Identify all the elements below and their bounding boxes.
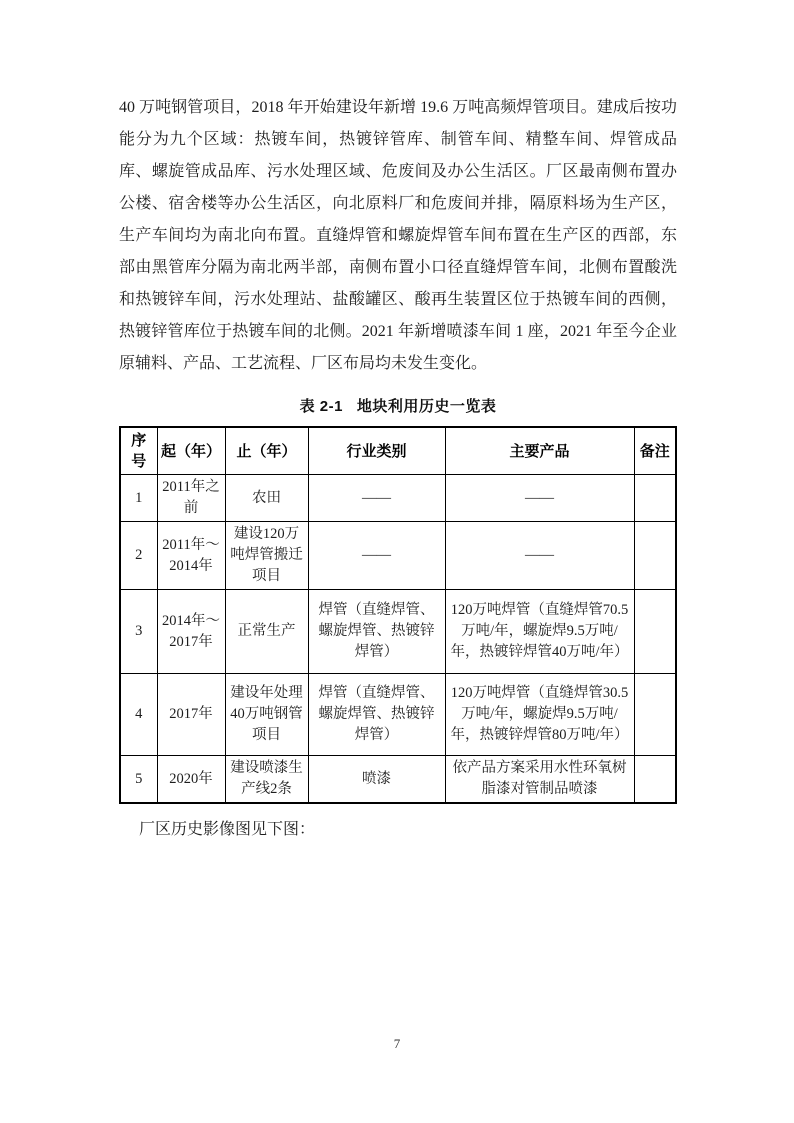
page-number: 7 <box>393 1036 401 1051</box>
table-cell: —— <box>308 475 445 522</box>
page-content <box>119 92 677 845</box>
table-cell: —— <box>308 522 445 590</box>
table-cell: 建设喷漆生产线2条 <box>225 756 308 804</box>
table-cell: 建设120万吨焊管搬迁项目 <box>225 522 308 590</box>
table-cell: 建设年处理40万吨钢管项目 <box>225 674 308 756</box>
table-cell <box>634 475 676 522</box>
table-caption-label: 表 2-1 <box>299 398 343 415</box>
table-caption-title: 地块利用历史一览表 <box>356 398 497 415</box>
table-cell <box>634 674 676 756</box>
land-use-history-table <box>119 426 677 804</box>
table-row <box>120 522 676 590</box>
table-caption <box>119 395 677 416</box>
table-cell: 焊管（直缝焊管、螺旋焊管、热镀锌焊管） <box>308 590 445 674</box>
table-header-cell: 主要产品 <box>445 427 634 475</box>
table-cell: 2 <box>120 522 157 590</box>
table-header-cell: 止（年） <box>225 427 308 475</box>
table-cell <box>634 756 676 804</box>
table-cell: 2020年 <box>157 756 225 804</box>
table-header-cell: 起（年） <box>157 427 225 475</box>
table-cell: 4 <box>120 674 157 756</box>
table-cell: 2011年之前 <box>157 475 225 522</box>
table-row <box>120 756 676 804</box>
table-header-cell: 行业类别 <box>308 427 445 475</box>
table-cell: —— <box>445 475 634 522</box>
table-cell: 120万吨焊管（直缝焊管70.5万吨/年，螺旋焊9.5万吨/年，热镀锌焊管40万吨/年） <box>445 590 634 674</box>
body-paragraph: 40 万吨钢管项目，2018 年开始建设年新增 19.6 万吨高频焊管项目。建成后按功能分为九个区域：热镀车间，热镀锌管库、制管车间、精整车间、焊管成品库、螺旋管成品库、污水处理区域、危废间及办公生活区。厂区最南侧布置办公楼、宿舍楼等办公生活区，向北原料厂和危废间并排，隔原料场为生产区，生产车间均为南北向布置。直缝焊管和螺旋焊管车间布置在生产区的西部，东部由黑管库分隔为南北两半部，南侧布置小口径直缝焊管车间，北侧布置酸洗和热镀锌车间，污水处理站、盐酸罐区、酸再生装置区位于热镀车间的西侧，热镀锌管库位于热镀车间的北侧。2021 年新增喷漆车间 1 座，2021 年至今企业原辅料、产品、工艺流程、厂区布局均未发生变化。 <box>119 99 677 372</box>
table-cell: 农田 <box>225 475 308 522</box>
table-cell: 2011年～2014年 <box>157 522 225 590</box>
table-cell: —— <box>445 522 634 590</box>
table-header-cell: 备注 <box>634 427 676 475</box>
table-header-row <box>120 427 676 475</box>
table-cell: 5 <box>120 756 157 804</box>
table-cell: 喷漆 <box>308 756 445 804</box>
footer-note: 厂区历史影像图见下图： <box>139 821 316 838</box>
table-cell: 3 <box>120 590 157 674</box>
table-cell: 焊管（直缝焊管、螺旋焊管、热镀锌焊管） <box>308 674 445 756</box>
table-cell: 120万吨焊管（直缝焊管30.5万吨/年，螺旋焊9.5万吨/年，热镀锌焊管80万吨/年） <box>445 674 634 756</box>
table-row <box>120 590 676 674</box>
table-row <box>120 674 676 756</box>
table-cell: 2014年～2017年 <box>157 590 225 674</box>
table-cell <box>634 522 676 590</box>
table-body <box>120 475 676 804</box>
table-cell: 1 <box>120 475 157 522</box>
table-row <box>120 475 676 522</box>
table-cell: 依产品方案采用水性环氧树脂漆对管制品喷漆 <box>445 756 634 804</box>
table-cell: 正常生产 <box>225 590 308 674</box>
table-cell: 2017年 <box>157 674 225 756</box>
table-header-cell: 序号 <box>120 427 157 475</box>
table-cell <box>634 590 676 674</box>
